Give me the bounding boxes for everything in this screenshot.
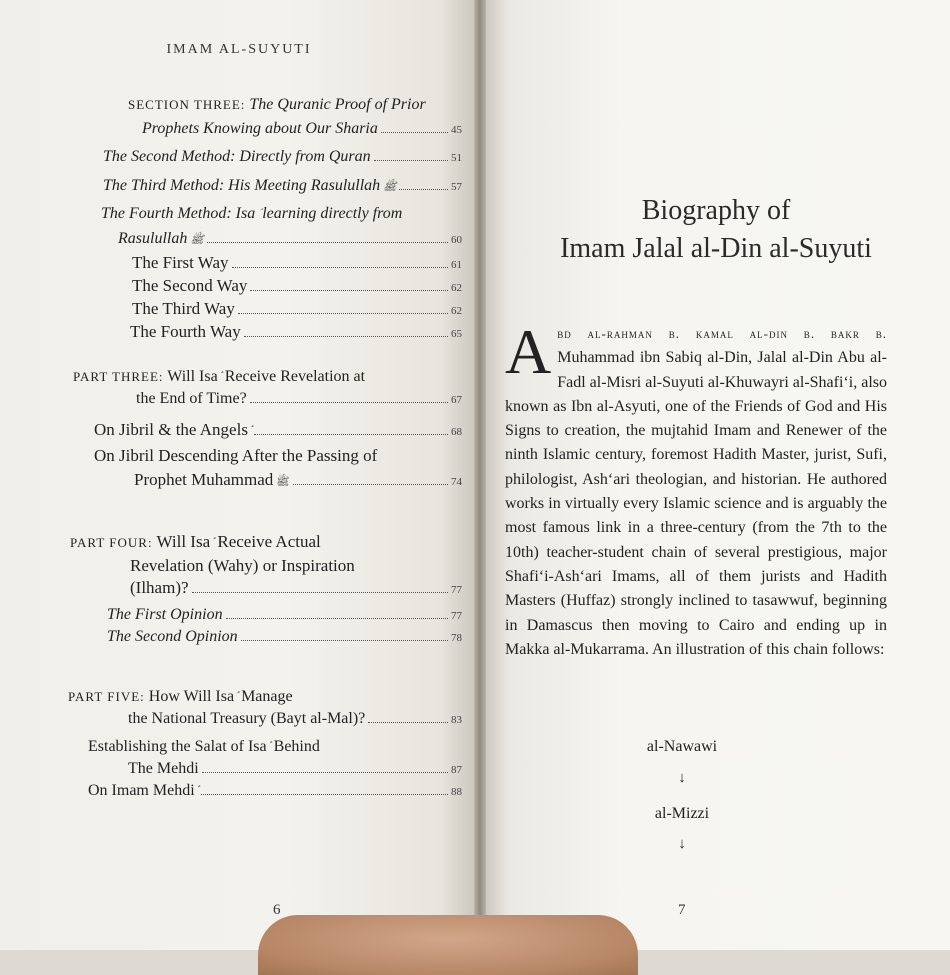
toc-entry: The Second Opinion 78	[107, 628, 462, 645]
toc-entry: the End of Time? 67	[136, 390, 462, 407]
toc-entry: PART FOUR: Will Isa Receive Actual	[70, 532, 321, 551]
toc-entry: The First Way 61	[132, 253, 462, 272]
down-arrow-icon: ↓	[678, 836, 686, 852]
toc-entry: The Second Method: Directly from Quran 51	[103, 148, 462, 165]
honorific-icon: ﷺ	[383, 181, 397, 193]
toc-entry: The Third Method: His Meeting Rasulullah ﷺ 57	[103, 177, 462, 194]
toc-entry: SECTION THREE: The Quranic Proof of Prior	[128, 96, 426, 113]
running-head: IMAM AL-SUYUTI	[166, 42, 312, 57]
chapter-title: Biography of Imam Jalal al-Din al-Suyuti	[560, 195, 872, 264]
chain-name: al-Nawawi	[646, 738, 718, 755]
honorific-icon: ﷺ	[276, 476, 290, 488]
toc-entry: Revelation (Wahy) or Inspiration	[130, 556, 355, 575]
drop-cap: A	[505, 316, 552, 387]
honorific-icon: ﷺ	[190, 234, 204, 246]
toc-entry: Rasulullah ﷺ 60	[118, 230, 462, 247]
toc-entry: Establishing the Salat of Isa Behind	[88, 738, 320, 755]
toc-entry: On Imam Mehdi 88	[88, 782, 462, 799]
toc-entry: Prophets Knowing about Our Sharia 45	[142, 120, 462, 137]
toc-entry: The Mehdi 87	[128, 760, 462, 777]
toc-entry: On Jibril Descending After the Passing of	[94, 446, 378, 465]
biography-paragraph	[505, 316, 887, 662]
toc-entry: PART FIVE: How Will Isa Manage	[68, 688, 293, 705]
toc-entry: The Third Way 62	[132, 299, 462, 318]
toc-entry: The Fourth Way 65	[130, 322, 462, 341]
toc-entry: The First Opinion 77	[107, 606, 462, 623]
page-number-left: 6	[273, 902, 281, 918]
lead-in: bd al-rahman b. kamal al-din b. bakr b.	[557, 326, 887, 341]
down-arrow-icon: ↓	[678, 770, 686, 786]
page-number-right: 7	[678, 902, 686, 918]
toc-entry: The Fourth Method: Isa learning directly from	[101, 205, 403, 222]
body-text: Muhammad ibn Sabiq al-Din, Jalal al-Din Abu al-Fadl al-Misri al-Suyuti al-Khuwayri al-Shafi‘i, also known as Ibn al-Asyuti, one of the Friends of God and His Signs to creation, the mujtahid Imam and Renewer of the ninth Islamic century, foremost Hadith Master, jurist, Sufi, philologist, Ash‘ari theologian, and historian. He authored works in virtually every Islamic science and is arguably the most famous link in a three-century (from the 7th to the 10th) teacher-student chain of several prestigious, major Shafi‘i-Ash‘ari Imams, all of them jurists and Hadith Masters (Huffaz) strongly inclined to tasawwuf, beginning in Damascus then moving to Cairo and ending up in Makka al-Mukarrama. An illustration of this chain follows:	[505, 349, 887, 658]
chain-name: al-Mizzi	[654, 805, 710, 822]
toc-entry: PART THREE: Will Isa Receive Revelation at	[73, 368, 366, 385]
toc-entry: Prophet Muhammad ﷺ 74	[134, 470, 462, 489]
thumb	[258, 915, 638, 975]
toc-entry: (Ilham)? 77	[130, 578, 462, 597]
toc-entry: The Second Way 62	[132, 276, 462, 295]
toc-entry: the National Treasury (Bayt al-Mal)? 83	[128, 710, 462, 727]
toc-entry: On Jibril & the Angels 68	[94, 420, 462, 439]
